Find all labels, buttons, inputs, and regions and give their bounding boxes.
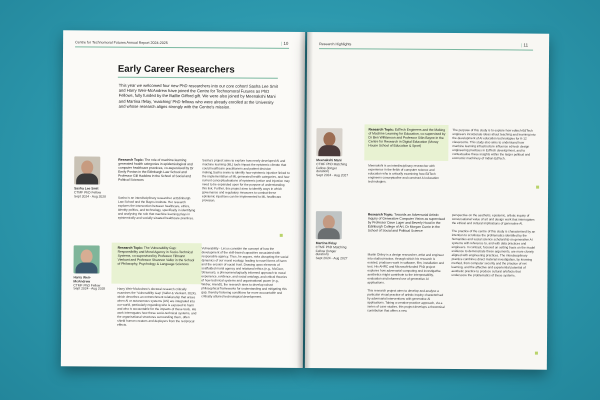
research-topic-label: Research Topic:	[118, 157, 144, 162]
researcher-name-block	[316, 159, 350, 178]
researcher-photo	[316, 128, 342, 156]
intro-paragraph: This year we welcomed four new PhD researchers into our core cohort! Sasha Lee Smit and Harry Weir-McAndrew have joined the Centre for Technomoral Futures as PhD Fellows, fully funded by the Baillie Gifford gift. We were also joined by Meenakshi Mani and Martina Ifelay, 'matching' PhD fellows who were already enrolled at the University and whose research aligns strongly with the Centre's mission.	[118, 82, 278, 110]
researcher-bio: Sasha is an interdisciplinary researcher at Edinburgh Law School and the Bayes Institute. Her research explores the intersection between healthcare, ethics, identity politics, and technology, specifically in identifying and analysing the role that machine learning plays in epistemically and socially-situated healthcare practices.	[117, 195, 196, 221]
right-header-rule	[319, 48, 533, 50]
project-description: Sasha's project aims to explore how newly developed AI and machine learning (ML) tools impact the epistemic climate that could healthcare practitioners and patient decision making.Sasha seeks to identify how epistemic injustice linked to the implementation of ML generated health categories, and how current conceptualisations of epistemic justice and injustice may need to be expanded upon for the purpose of understanding this link. Further, this project aims to identify ways in which governance and regulatory measures to combat these epistemic injustices can be implemented to ML healthcare provision.	[201, 158, 290, 203]
researcher-name: Martina Ifelay	[315, 241, 337, 246]
research-topic-label: Research Topic:	[117, 245, 144, 250]
report-spread	[61, 30, 549, 369]
left-page-number-value: 10	[283, 40, 289, 46]
right-page-number-value: 11	[523, 42, 529, 48]
right-header: Research Highlights	[319, 42, 352, 47]
researcher-bio: Martin Disley is a design researcher, artist and engineer into studio practice, through which his research is existed, produces work in software, film, installation and text. His AHRC and Microsoft-funded PhD project explores how adversarial computing and investigative aesthetics might contribute to the interpretability, evaluation and informed use of generative AI applications. This research project aims to develop and analyse a particular visual practice of artistic inquiry characterised by adversarial interventions with generative AI applications. Taking a creative-practice approach, via a series of case studies, this project develops a theoretical contribution that offers a new	[367, 252, 445, 313]
research-topic	[118, 158, 196, 183]
research-topic	[368, 127, 446, 148]
left-page-number: | 10	[281, 40, 289, 46]
binding-gutter	[297, 32, 313, 368]
researcher-role: CTMF PhD Matching Fellow (longer duration)	[316, 161, 348, 174]
researcher-bio: Harry Weir-McAndrew's doctoral research critically examines the 'Vulnerability Gap' (Vallor & Vierkant, 2024), which describes an entrenchment relationship that arises when AI or autonomous systems (AS) are integrated into our world, particularly regarding who is exposed to harm and who is accountable for the impacts of these tools. His work interrogates how these socio-technical systems, and the organisational structures surrounding them, often shield human creators and deployers from the reciprocal effects.	[117, 286, 197, 327]
researcher-name-block	[74, 187, 108, 199]
researcher-dates: Sept 2024 - Aug 2028	[73, 286, 106, 291]
green-square-marker	[536, 186, 539, 189]
research-topic-text: The role of machine learning generated health categories in epidemiological and computer healthcare practices, co-supervised by Dr Emily Postan in the Edinburgh Law School and Professor Gill Haddow in the School of Social and Political Sciences	[118, 157, 194, 183]
left-header-rule	[75, 46, 289, 48]
researcher-name-block	[73, 276, 107, 291]
research-topic-text: EdTech Engineers and the Making of Machine Learning for Education, co-supervised by Dr Ben Williamson and Professor Siân Bayne in the Centre for Research in Digital Education (Moray House School of Education & Sport)	[368, 127, 446, 149]
researcher-photo	[73, 245, 99, 273]
researcher-photo	[316, 211, 342, 239]
green-square-marker	[280, 234, 283, 237]
researcher-dates: Sept 2024 - Aug 2028	[74, 193, 106, 199]
researcher-name: Meenakshi Mani	[316, 158, 342, 163]
project-description: Vulnerability - Let us consider the concept of how the development of the skill-based capacities associated with responsible agency. Thus, he argues, risks disrupting the social dynamics of our moral ecology, leading to novel forms of harm and the erosion of social trust. Drawing upon elements of scaffolded moral agency and relational ethics (e.g., McGeer, Strawson), a phenomenologically informed approach to moral experience, evidence, and social ontology, and critical theories of how technical systems and organisational power (e.g., Weber, Arendt), the research aims to develop robust philosophical frameworks for understanding and mitigating this gap, thereby fostering conditions for more accountable and critically attuned technological development.	[201, 246, 289, 299]
project-description: perspective on the aesthetic, epistemic, artistic inquiry of conversational value of art and design work that interrogates the ethical and cultural implications of generative AI. The practice of the centre of this study is characterised by an intention to scrutinise the problematics identified by the humanities and social science scholarship on generative AI systems with reference to, and with data practices and engineers. In contrast, focused on setting basis on the model evidence to demonstrate these arguments, are more closely aligned with engineering practices. The interdisciplinary practice combines direct material investigation, by knowing method, from computer security and the practice of net learning, and the affective and experiential potential of aesthetic practice to produce cultural artefacts that underscore the problematics of these systems.	[451, 213, 536, 278]
researcher-role: CTMF PhD Fellow	[74, 190, 101, 195]
research-topic-text: Towards an Adversarial Artistic Inquiry of Generative Computer Vision as supervised by Professor Dave Luger and Beverly Hood in the Edinburgh College of Art, Dr Morgan Currie in the School of Social and Political Science	[367, 212, 445, 234]
green-square-marker	[535, 352, 538, 355]
left-header: Centre for Technomoral Futures Annual Report 2024-2025	[75, 40, 168, 46]
title-rule	[118, 77, 278, 79]
page-title: Early Career Researchers	[117, 63, 235, 76]
right-page-number: | 11	[521, 42, 529, 48]
researcher-dates: Sept 2024 - Aug 2027	[315, 256, 348, 261]
researcher-name: Harry Weir-McAndrew	[73, 275, 92, 284]
researcher-role: CTMF PhD Fellow	[73, 282, 101, 288]
right-page	[305, 32, 549, 370]
research-topic	[118, 246, 198, 267]
left-page	[61, 30, 305, 368]
research-topic	[368, 212, 446, 233]
researcher-role: CTMF PhD Matching Fellow (longer duration)	[315, 244, 347, 257]
researcher-name: Sasha Lee Smit	[74, 186, 99, 191]
research-topic-text: The Vulnerability Gap: Responsibility and Moral Agency in Socio-Technical Systems, co-supervised by Professor Tillmann Vierkant and Professor Shannon Vallor in the School of Philosophy, Psychology & Language Sciences	[117, 245, 195, 267]
researcher-photo	[74, 156, 100, 184]
researcher-dates: Sept 2024 - Aug 2027	[316, 173, 349, 178]
research-topic-label: Research Topic:	[368, 127, 394, 132]
researcher-name-block	[316, 242, 350, 261]
research-topic-label: Research Topic:	[367, 212, 394, 217]
project-description: The purpose of this study is to explore how edtech-EdTech engineers incorporate ideas about teaching and learning into the development of AI education technologies for K-12 classrooms. This study also aims to understand how machine learning infrastructure influence ed-tech design engineering practices in EdTech development, and to contextualise these insights within the larger political and economic machinery of Indian EdTech.	[452, 128, 536, 161]
researcher-bio: Meenakshi is an interdisciplinary researcher with experience in the fields of computer science and education who is critically examining how EdTech engineers conceptualise and construct AI education technologies.	[368, 163, 439, 184]
